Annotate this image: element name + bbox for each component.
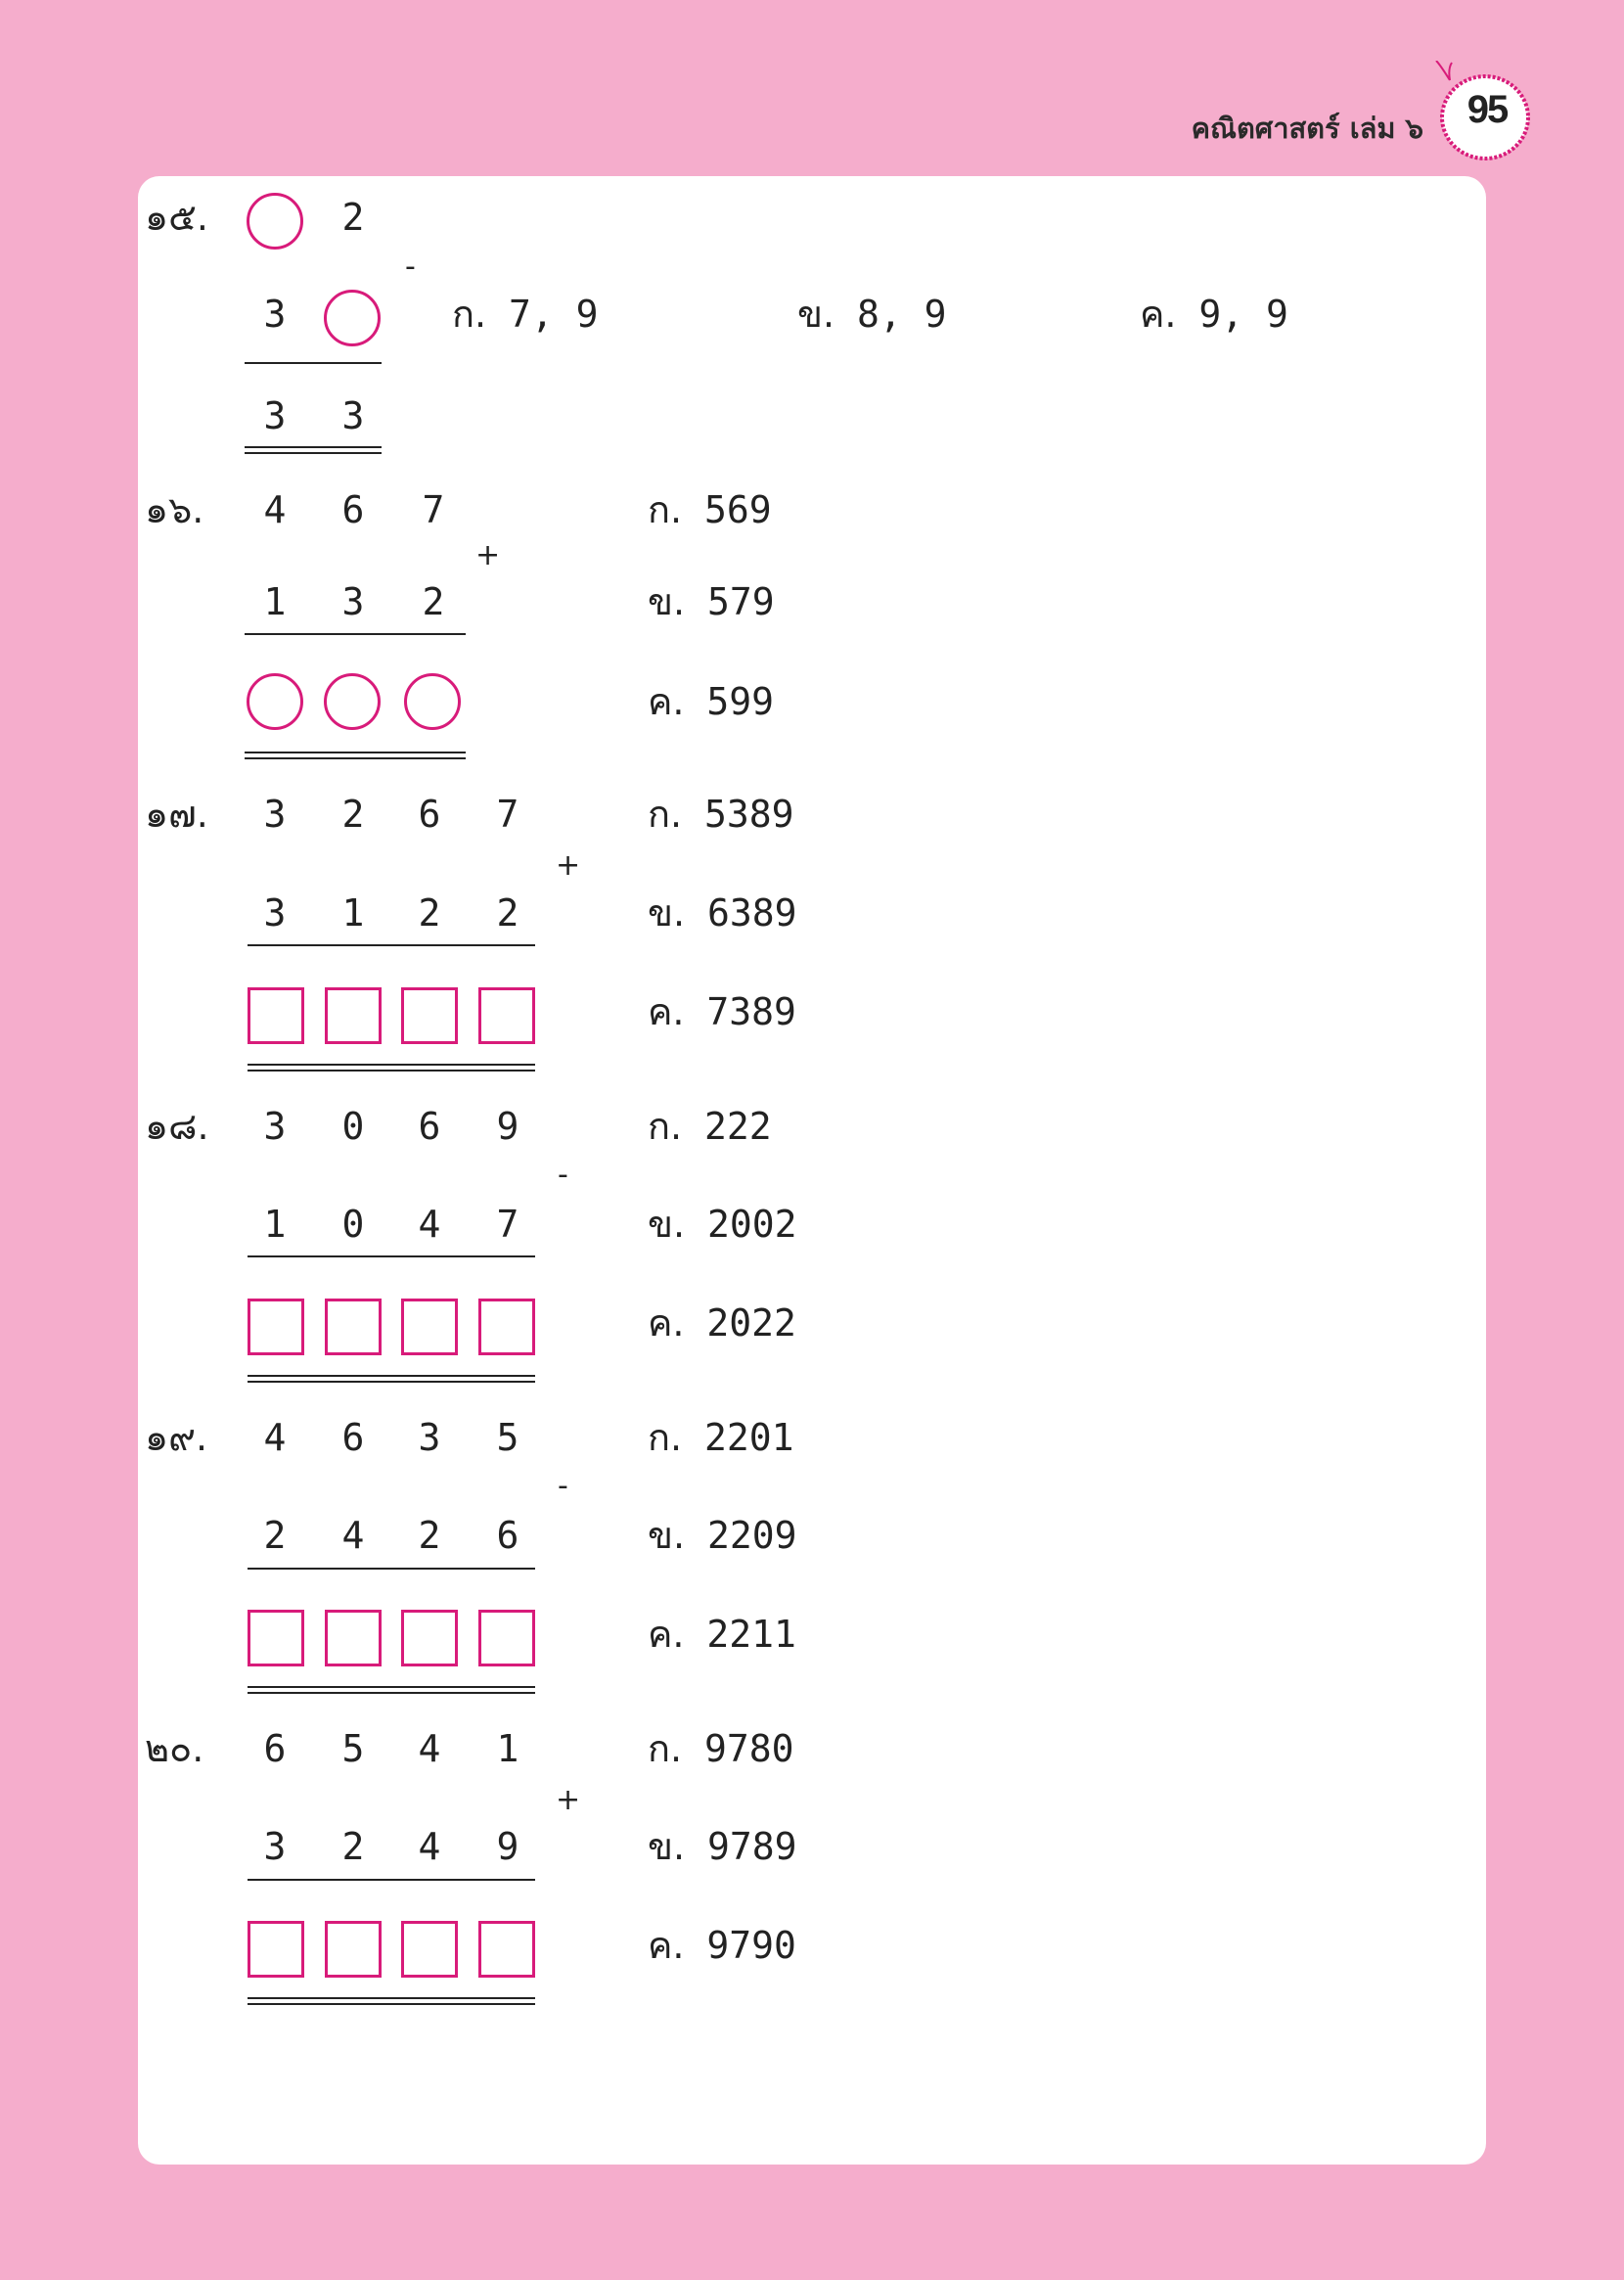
bottom-digit: 4 [418, 1825, 441, 1868]
choice-a: ก. 9780 [648, 1727, 794, 1770]
top-digit: 5 [496, 1416, 519, 1459]
sum-line [248, 1879, 535, 1881]
answer-box[interactable] [401, 1299, 458, 1355]
problem-number: ๒๐. [145, 1727, 204, 1770]
double-underline [248, 1686, 535, 1694]
choice-c: ค. 9790 [648, 1924, 796, 1967]
top-digit: 4 [263, 488, 287, 531]
bottom-digit: 2 [418, 1514, 441, 1557]
sum-line [248, 944, 535, 946]
choice-b: ข. 2209 [648, 1514, 797, 1557]
bottom-digit: 2 [496, 891, 519, 935]
answer-circle[interactable] [404, 673, 461, 730]
top-digit: 6 [341, 1416, 365, 1459]
minus-sign: - [558, 1469, 568, 1503]
answer-box[interactable] [248, 987, 304, 1044]
answer-circle[interactable] [324, 290, 381, 346]
choice-c: ค. 9, 9 [1140, 293, 1288, 336]
bottom-digit: 4 [341, 1514, 365, 1557]
sum-line [248, 1568, 535, 1570]
top-digit: 2 [341, 196, 365, 239]
answer-circle[interactable] [247, 193, 303, 250]
top-digit: 0 [341, 1105, 365, 1148]
top-digit: 5 [341, 1727, 365, 1770]
bottom-digit: 3 [263, 891, 287, 935]
bottom-digit: 3 [341, 580, 365, 623]
bottom-digit: 1 [341, 891, 365, 935]
minus-sign: - [558, 1158, 568, 1192]
bottom-digit: 7 [496, 1203, 519, 1246]
choice-c: ค. 2022 [648, 1301, 796, 1345]
choice-b: ข. 2002 [648, 1203, 797, 1246]
sum-line [245, 633, 466, 635]
problem-number: ๑๙. [145, 1416, 208, 1459]
answer-box[interactable] [325, 1299, 382, 1355]
top-digit: 3 [263, 1105, 287, 1148]
bottom-digit: 9 [496, 1825, 519, 1868]
answer-box[interactable] [478, 1610, 535, 1666]
answer-box[interactable] [478, 1299, 535, 1355]
top-digit: 9 [496, 1105, 519, 1148]
choice-a: ก. 569 [648, 488, 772, 531]
bottom-digit: 1 [263, 1203, 287, 1246]
page-number: 95 [1466, 88, 1508, 131]
choice-a: ก. 5389 [648, 793, 794, 836]
answer-circle[interactable] [247, 673, 303, 730]
choice-b: ข. 9789 [648, 1825, 797, 1868]
result-digit: 3 [341, 394, 365, 437]
book-title: คณิตศาสตร์ เล่ม ๖ [1191, 112, 1423, 145]
answer-box[interactable] [401, 987, 458, 1044]
top-digit: 7 [496, 793, 519, 836]
top-digit: 4 [418, 1727, 441, 1770]
plus-sign: + [556, 848, 581, 883]
sum-line [248, 1255, 535, 1257]
choice-b: ข. 6389 [648, 891, 797, 935]
top-digit: 3 [263, 793, 287, 836]
problem-number: ๑๗. [145, 793, 208, 836]
choice-a: ก. 7, 9 [452, 293, 599, 336]
bottom-digit: 0 [341, 1203, 365, 1246]
double-underline [248, 1375, 535, 1383]
top-digit: 7 [422, 488, 445, 531]
bottom-digit: 3 [263, 1825, 287, 1868]
bottom-digit: 2 [263, 1514, 287, 1557]
choice-c: ค. 599 [648, 680, 775, 723]
answer-box[interactable] [478, 1921, 535, 1978]
choice-a: ก. 2201 [648, 1416, 794, 1459]
top-digit: 3 [418, 1416, 441, 1459]
choice-b: ข. 579 [648, 580, 775, 623]
bottom-digit: 2 [422, 580, 445, 623]
problem-number: ๑๕. [145, 196, 208, 239]
double-underline [245, 752, 466, 759]
answer-box[interactable] [325, 1921, 382, 1978]
top-digit: 6 [418, 1105, 441, 1148]
double-underline [245, 446, 382, 454]
bottom-digit: 3 [263, 293, 287, 336]
top-digit: 4 [263, 1416, 287, 1459]
answer-box[interactable] [248, 1610, 304, 1666]
plus-sign: + [556, 1783, 581, 1817]
choice-c: ค. 2211 [648, 1613, 796, 1656]
minus-sign: - [405, 250, 416, 284]
double-underline [248, 1064, 535, 1072]
answer-box[interactable] [478, 987, 535, 1044]
double-underline [248, 1997, 535, 2005]
plus-sign: + [475, 538, 501, 572]
answer-box[interactable] [401, 1921, 458, 1978]
top-digit: 6 [418, 793, 441, 836]
choice-a: ก. 222 [648, 1105, 772, 1148]
answer-box[interactable] [401, 1610, 458, 1666]
bottom-digit: 2 [418, 891, 441, 935]
answer-box[interactable] [248, 1299, 304, 1355]
top-digit: 6 [341, 488, 365, 531]
problem-number: ๑๖. [145, 488, 204, 531]
choice-b: ข. 8, 9 [797, 293, 947, 336]
sum-line [245, 362, 382, 364]
choice-c: ค. 7389 [648, 990, 796, 1033]
bottom-digit: 1 [263, 580, 287, 623]
problem-number: ๑๘. [145, 1105, 209, 1148]
bottom-digit: 6 [496, 1514, 519, 1557]
top-digit: 1 [496, 1727, 519, 1770]
bottom-digit: 4 [418, 1203, 441, 1246]
answer-box[interactable] [248, 1921, 304, 1978]
top-digit: 6 [263, 1727, 287, 1770]
result-digit: 3 [263, 394, 287, 437]
answer-box[interactable] [325, 1610, 382, 1666]
answer-circle[interactable] [324, 673, 381, 730]
answer-box[interactable] [325, 987, 382, 1044]
top-digit: 2 [341, 793, 365, 836]
bottom-digit: 2 [341, 1825, 365, 1868]
